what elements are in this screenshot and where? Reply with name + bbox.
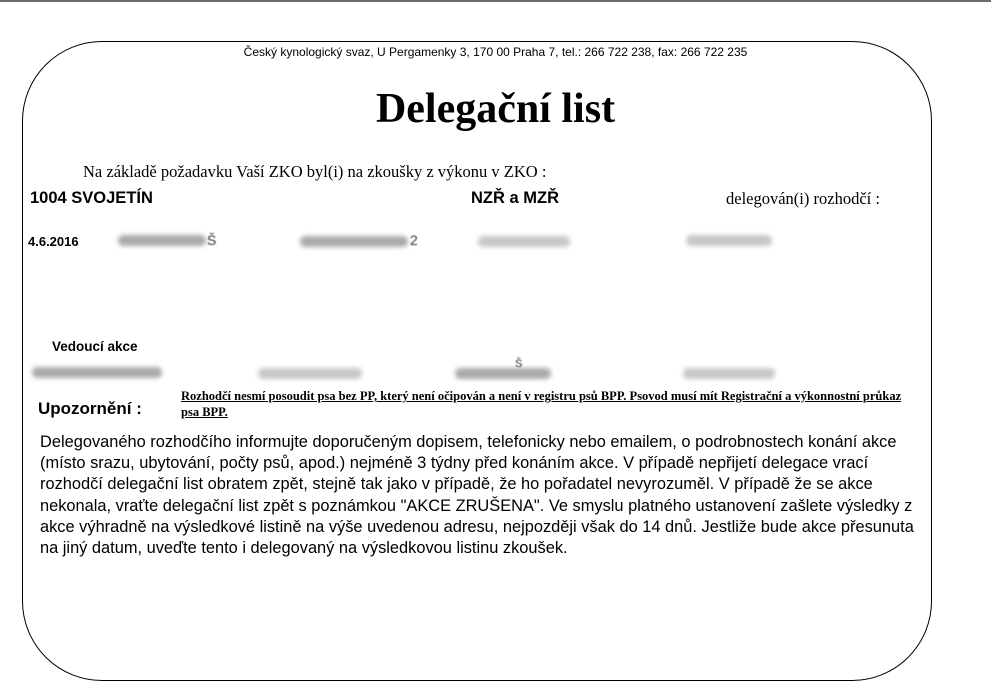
intro-text: Na základě požadavku Vaší ZKO byl(i) na zkoušky z výkonu v ZKO : [83, 162, 547, 181]
exam-id-name: 1004 SVOJETÍN [30, 189, 153, 207]
redacted-judge-2 [300, 236, 408, 247]
redacted-leader-4 [683, 368, 775, 379]
redacted-leader-2 [258, 368, 362, 379]
redacted-leader-3 [455, 368, 551, 379]
event-leader-label: Vedoucí akce [52, 339, 138, 354]
address-line: Český kynologický svaz, U Pergamenky 3, 170 00 Praha 7, tel.: 266 722 238, fax: 266 722 235 [243, 45, 748, 59]
redacted-judge-3 [478, 236, 570, 247]
redacted-judge-4 [686, 235, 772, 246]
redacted-leader-1 [32, 367, 162, 378]
warning-text: Rozhodčí nesmí posoudit psa bez PP, který není očipován a není v registru psů BPP. Psovod musí mít Registrační a výkonnostní průkaz psa BPP. [181, 389, 902, 419]
warning-label: Upozornění : [38, 399, 142, 418]
instructions-paragraph: Delegovaného rozhodčího informujte doporučeným dopisem, telefonicky nebo emailem, o podrobnostech konání akce (místo srazu, ubytování, počty psů, apod.) nejméně 3 týdny před konáním akce. V případě nepřijetí delegace vrací rozhodčí delegační list obratem zpět, stejně tak jako v případě, že ho pořadatel nevyrozuměl. V případě že se akce nekonala, vraťte delegační list zpět s poznámkou "AKCE ZRUŠENA". Ve smyslu platného ustanovení zašlete výsledky z akce výhradně na výsledkové listině na výše uvedenou adresu, nejpozději však do 14 dnů. Jestliže bude akce přesunuta na jiný datum, uveďte tento i delegovaný na výsledkovou listinu zkoušek. [40, 433, 914, 558]
page-title: Delegační list [375, 86, 616, 132]
redacted-judge-1-fragment: Š [207, 232, 217, 248]
redacted-judge-1 [118, 235, 206, 246]
window-top-border [0, 0, 991, 2]
document-frame [22, 41, 932, 681]
redacted-leader-3-fragment: Š [515, 358, 523, 370]
delegated-judges-label: delegován(i) rozhodčí : [726, 189, 880, 208]
exam-date: 4.6.2016 [28, 234, 79, 249]
redacted-judge-2-fragment: 2 [410, 232, 418, 248]
exam-type: NZŘ a MZŘ [471, 189, 559, 207]
